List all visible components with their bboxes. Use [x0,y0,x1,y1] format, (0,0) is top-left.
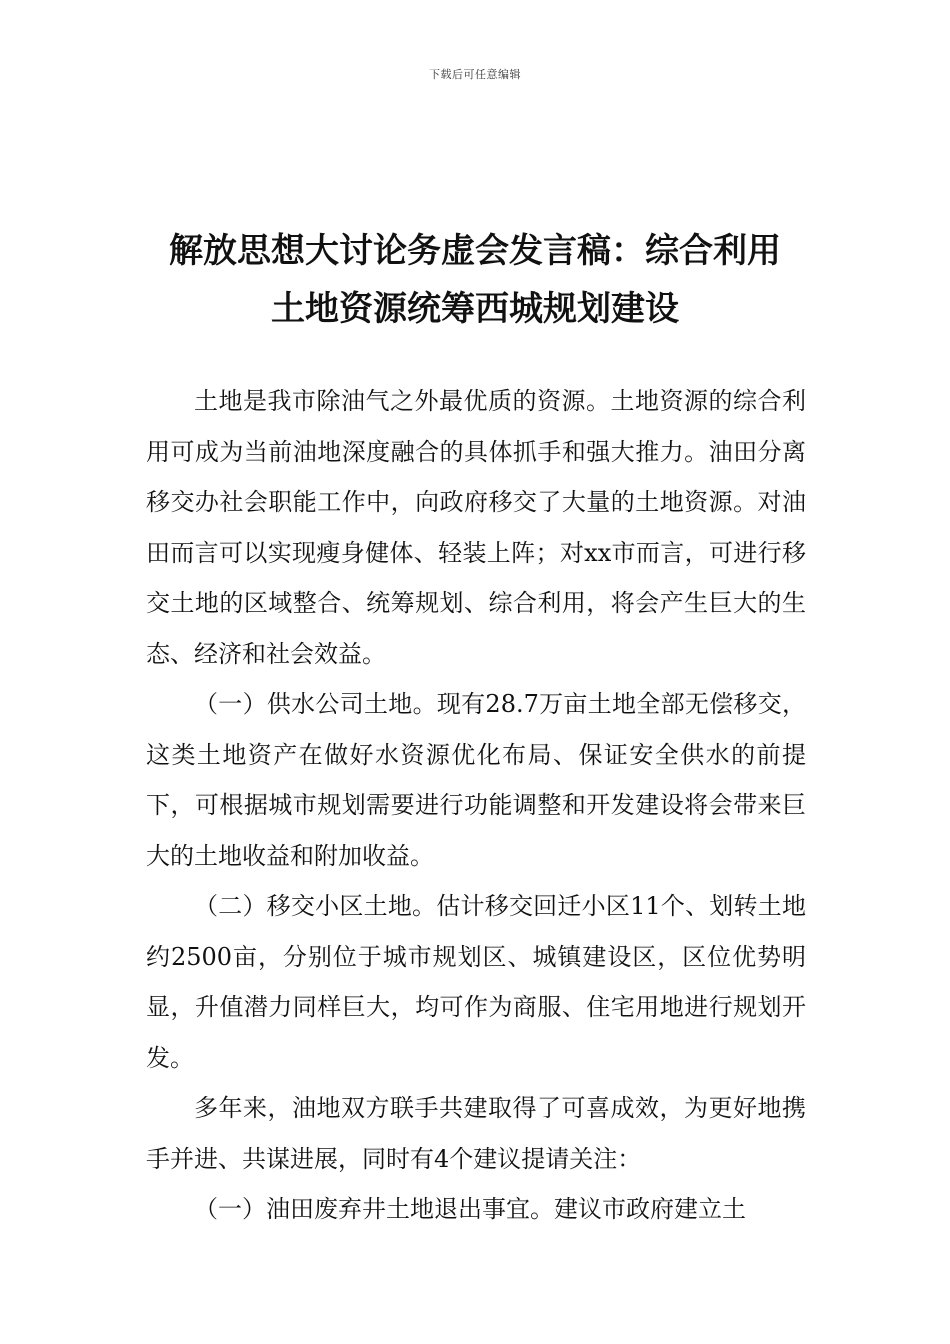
paragraph-transferred-community-land: （二）移交小区土地。估计移交回迁小区11个、划转土地约2500亩，分别位于城市规划区、城镇建设区，区位优势明显，升值潜力同样巨大，均可作为商服、住宅用地进行规划开发。 [146,892,806,1072]
paragraph-intro: 土地是我市除油气之外最优质的资源。土地资源的综合利用可成为当前油地深度融合的具体抓手和强大推力。油田分离移交办社会职能工作中，向政府移交了大量的土地资源。对油田而言可以实现瘦身健体、轻装上阵；对xx市而言，可进行移交土地的区域整合、统筹规划、综合利用，将会产生巨大的生态、经济和社会效益。 [146,387,806,668]
page-header-note: 下载后可任意编辑 [429,68,521,81]
paragraph-abandoned-wells: （一）油田废弃井土地退出事宜。建议市政府建立土 [194,1195,746,1223]
title-line-2: 土地资源统筹西城规划建设 [271,289,679,329]
document-title [120,222,830,338]
paragraph-water-supply-land: （一）供水公司土地。现有28.7万亩土地全部无偿移交，这类土地资产在做好水资源优化布局、保证安全供水的前提下，可根据城市规划需要进行功能调整和开发建设将会带来巨大的土地收益和附加收益。 [146,690,806,870]
title-line-1: 解放思想大讨论务虚会发言稿：综合利用 [169,231,781,271]
document-body [146,376,806,1235]
paragraph-cooperation-summary: 多年来，油地双方联手共建取得了可喜成效，为更好地携手并进、共谋进展，同时有4个建议提请关注： [146,1094,806,1173]
